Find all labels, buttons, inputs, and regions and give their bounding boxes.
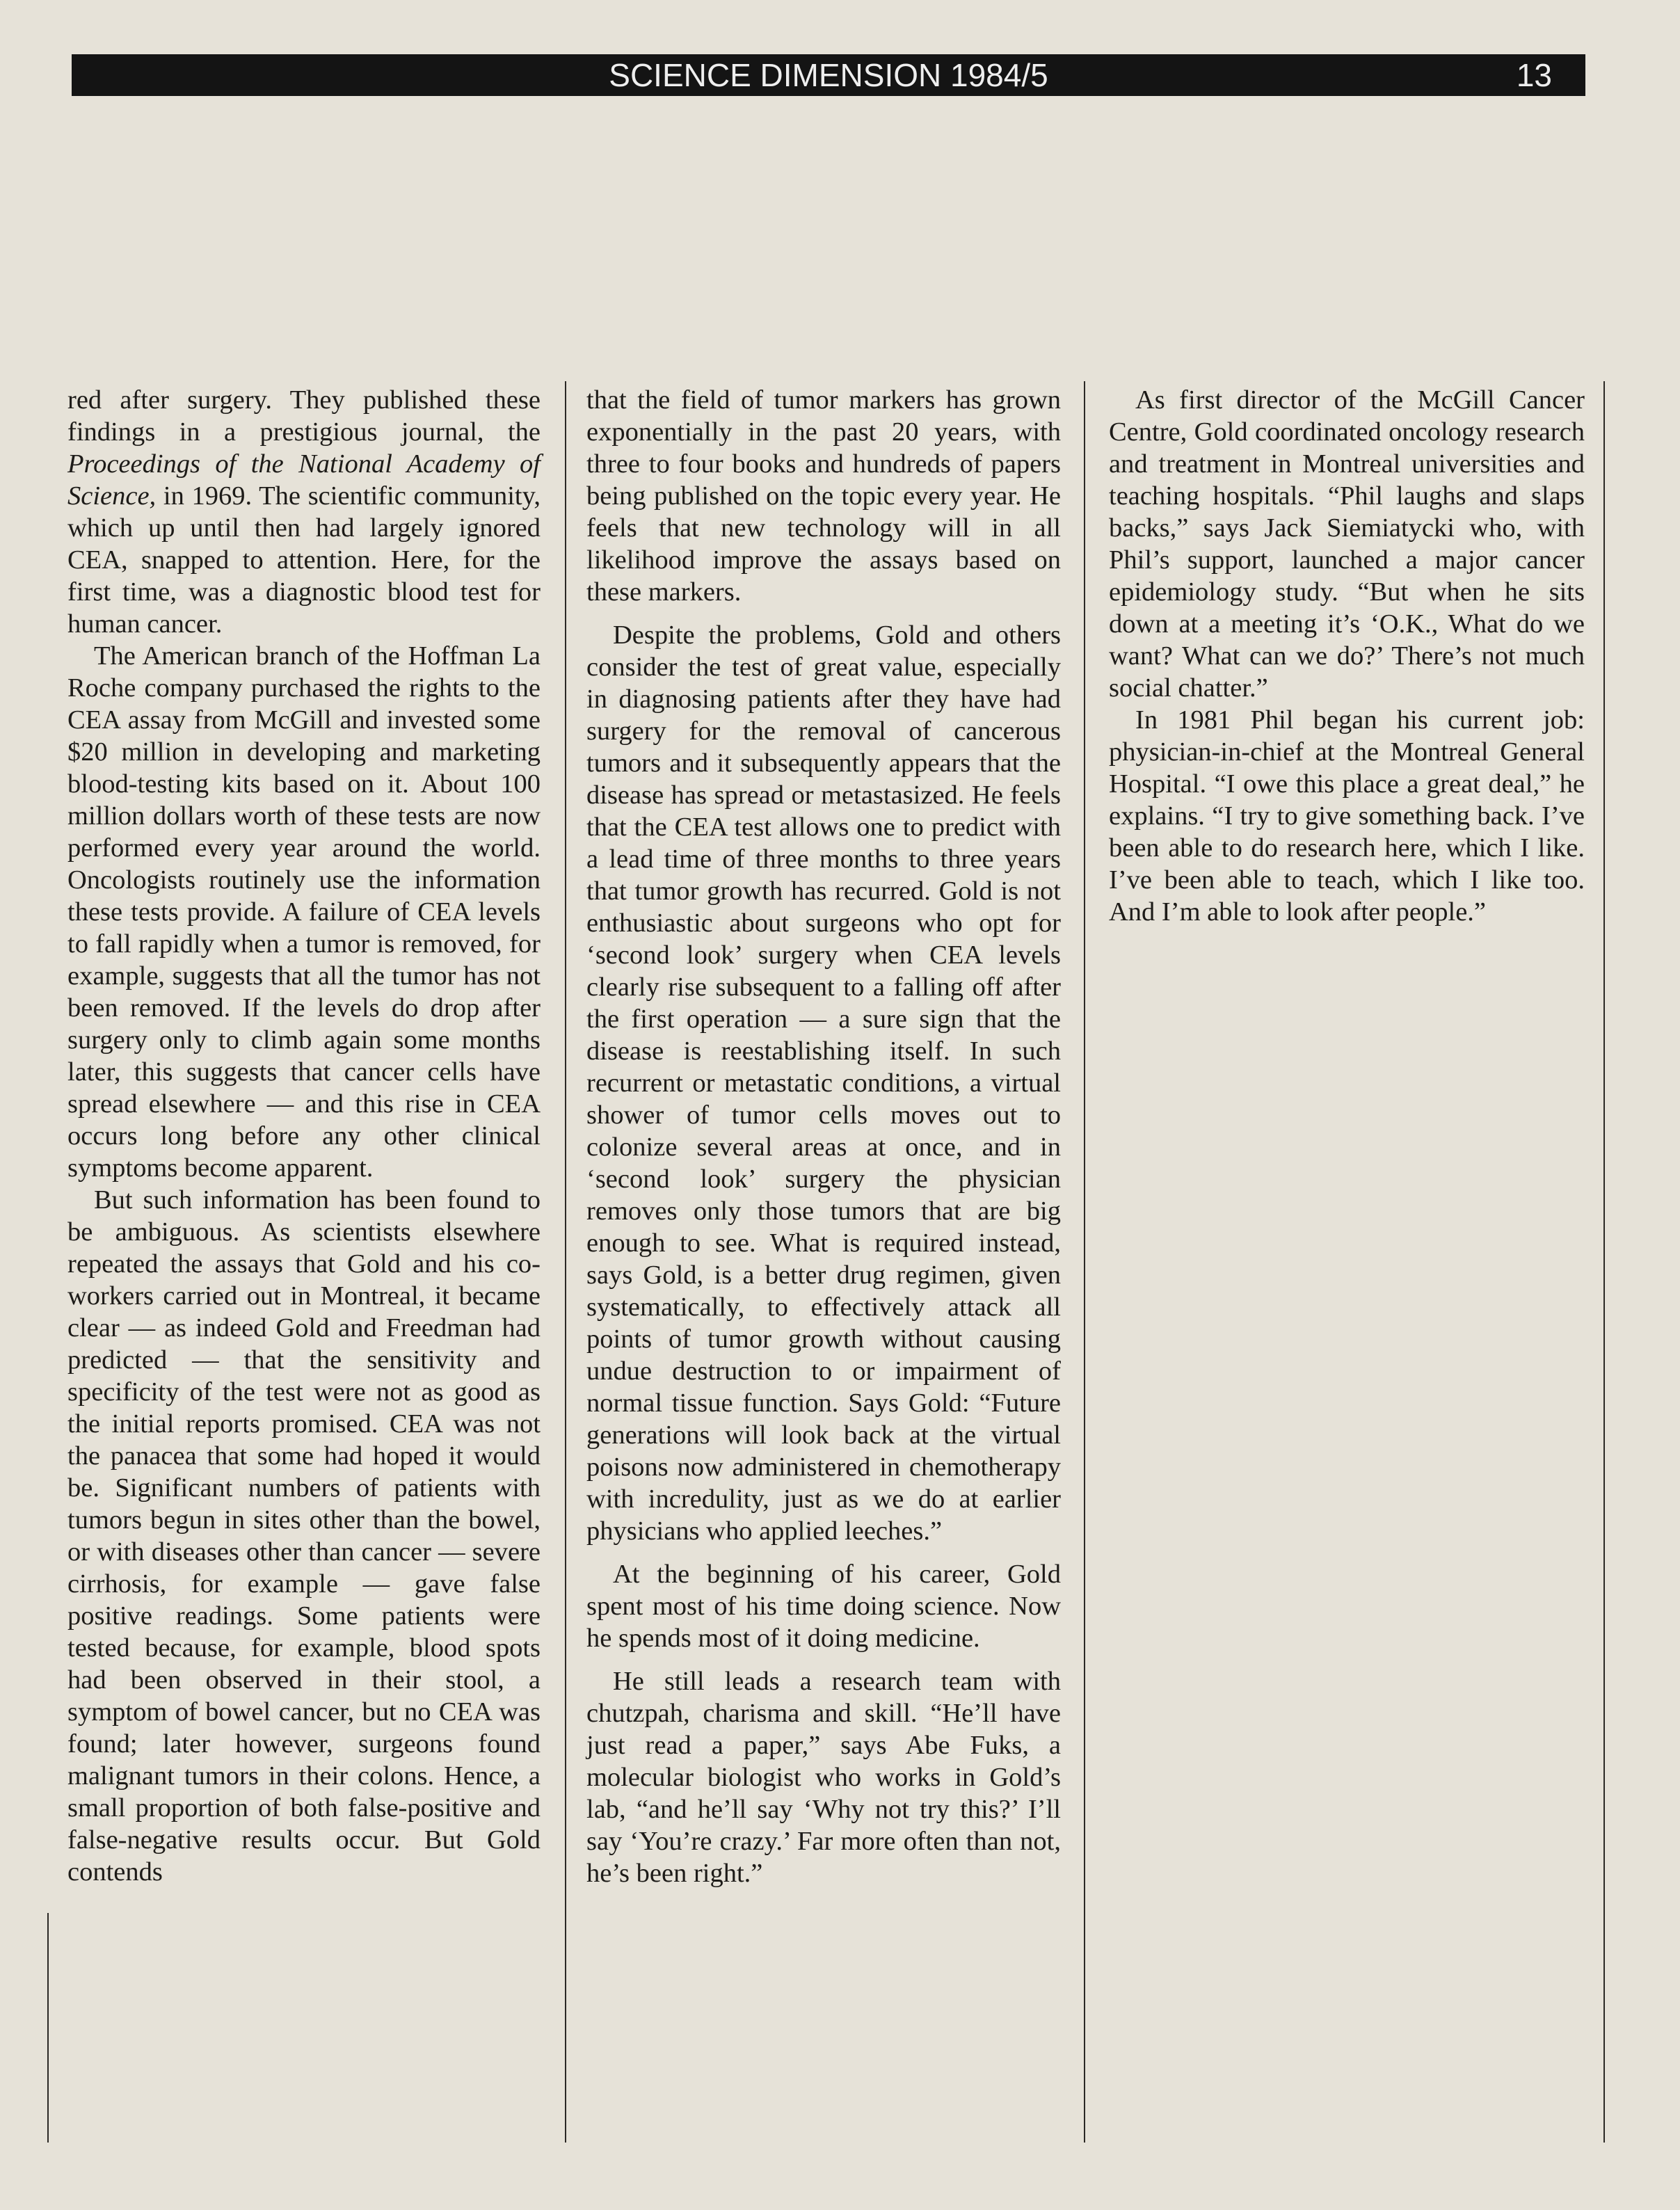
paragraph: He still leads a research team with chutzpah, charisma and skill. “He’ll have just read a paper,” says Abe Fuks, a molecular biologist who works in Gold’s lab, “and he’ll say ‘Why not try this?’ I’ll say ‘You’re crazy.’ Far more often than not, he’s been right.” xyxy=(586,1667,1061,1888)
paragraph: red after surgery. They published these findings in a prestigious journal, the Proceedings of the National Academy of Science, in 1969. The scientific community, which up until then had largely ignored CEA, snapped to attention. Here, for the first time, was a diagnostic blood test for human cancer. xyxy=(67,385,541,639)
paragraph: But such information has been found to be ambiguous. As scientists elsewhere repeated the assays that Gold and his co-workers carried out in Montreal, it became clear — as indeed Gold and Freedman had predicted — that the sensitivity and specificity of the test were not as good as the initial reports promised. CEA was not the panacea that some had hoped it would be. Significant numbers of patients with tumors begun in sites other than the bowel, or with diseases other than cancer — severe cirrhosis, for example — gave false positive readings. Some patients were tested because, for example, blood spots had been observed in their stool, a symptom of bowel cancer, but no CEA was found; later however, surgeons found malignant tumors in their colons. Hence, a small proportion of both false-positive and false-negative results occur. But Gold contends xyxy=(67,1185,541,1887)
page-number: 13 xyxy=(1516,57,1552,93)
paragraph: As first director of the McGill Cancer Centre, Gold coordinated oncology research and treatment in Montreal universities and teaching hospitals. “Phil laughs and slaps backs,” says Jack Siemiatycki who, with Phil’s support, launched a major cancer epidemiology study. “But when he sits down at a meeting it’s ‘O.K., What do we want? What can we do?’ There’s not much social chatter.” xyxy=(1109,385,1585,703)
paragraph: The American branch of the Hoffman La Roche company purchased the rights to the CEA assay from McGill and invested some $20 million in developing and marketing blood-testing kits based on it. About 100 million dollars worth of these tests are now performed every year around the world. Oncologists routinely use the information these tests provide. A failure of CEA levels to fall rapidly when a tumor is removed, for example, suggests that all the tumor has not been removed. If the levels do drop after surgery only to climb again some months later, this suggests that cancer cells have spread elsewhere — and this rise in CEA occurs long before any other clinical symptoms become apparent. xyxy=(67,641,541,1183)
article-column-1 xyxy=(67,384,541,1888)
article-column-2 xyxy=(586,384,1061,1889)
paragraph: At the beginning of his career, Gold spent most of his time doing science. Now he spends most of it doing medicine. xyxy=(586,1560,1061,1653)
journal-title: Proceedings of the National Academy of Science, xyxy=(67,449,541,511)
article-column-3 xyxy=(1109,384,1585,928)
column-rule-left xyxy=(47,1913,49,2143)
paragraph: Despite the problems, Gold and others consider the test of great value, especially in diagnosing patients after they have had surgery for the removal of cancerous tumors and it subsequently appears that the disease has spread or metastasized. He feels that the CEA test allows one to predict with a lead time of three months to three years that tumor growth has recurred. Gold is not enthusiastic about surgeons who opt for ‘second look’ surgery when CEA levels clearly rise subsequent to a falling off after the first operation — a sure sign that the disease is reestablishing itself. In such recurrent or metastatic conditions, a virtual shower of tumor cells moves out to colonize several areas at once, and in ‘second look’ surgery the physician removes only those tumors that are big enough to see. What is required instead, says Gold, is a better drug regimen, given systematically, to effectively attack all points of tumor growth without causing undue destruction to or impairment of normal tissue function. Says Gold: “Future generations will look back at the virtual poisons now administered in chemotherapy with incredulity, just as we do at earlier physicians who applied leeches.” xyxy=(586,620,1061,1546)
column-rule-1 xyxy=(565,381,566,2143)
paragraph: In 1981 Phil began his current job: physician-in-chief at the Montreal General Hospital. “I owe this place a great deal,” he explains. “I try to give something back. I’ve been able to do research here, which I like. I’ve been able to teach, which I like too. And I’m able to look after people.” xyxy=(1109,705,1585,927)
column-rule-right xyxy=(1603,381,1605,2143)
running-header xyxy=(72,54,1585,96)
publication-title: SCIENCE DIMENSION 1984/5 xyxy=(609,57,1048,93)
column-rule-2 xyxy=(1084,381,1085,2143)
paragraph: that the field of tumor markers has grown exponentially in the past 20 years, with three to four books and hundreds of papers being published on the topic every year. He feels that new technology will in all likelihood improve the assays based on these markers. xyxy=(586,385,1061,607)
